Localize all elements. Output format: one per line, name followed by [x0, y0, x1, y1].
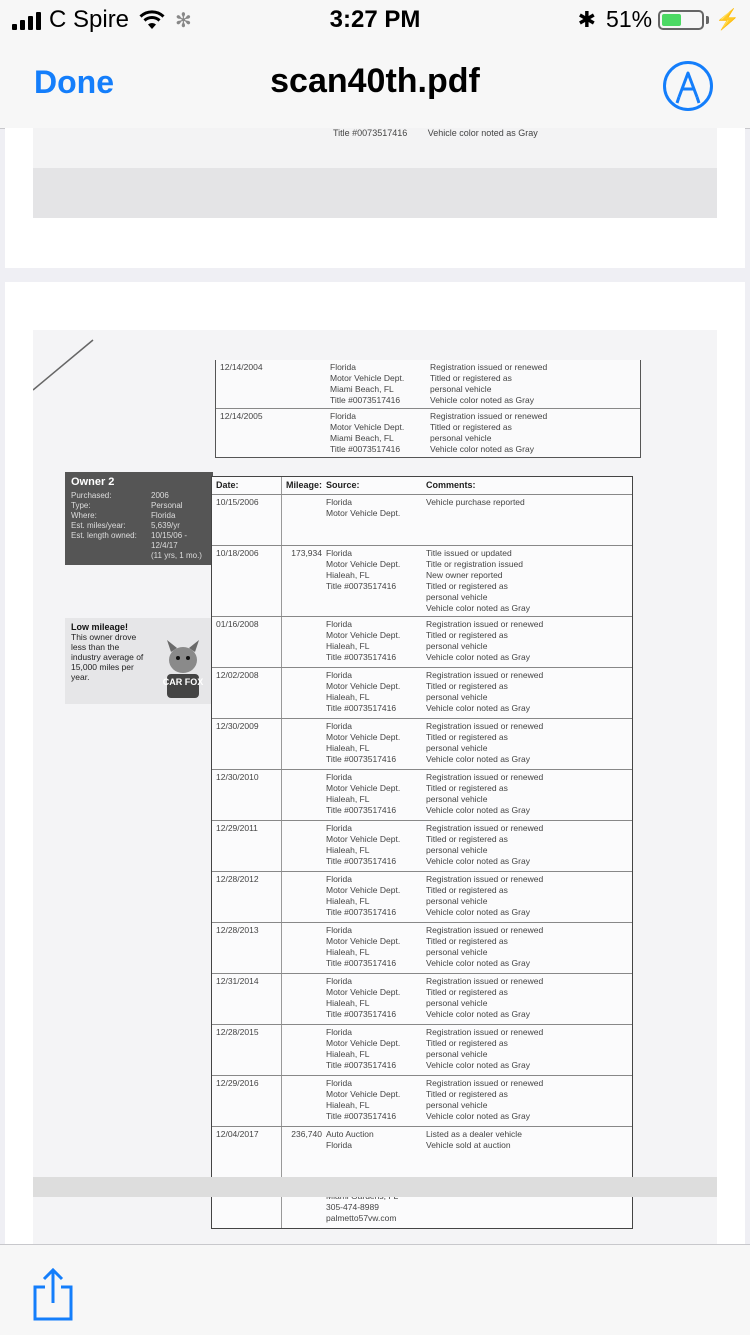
source-line: Florida [330, 411, 356, 421]
source-line: Florida [326, 874, 352, 884]
source-line: Florida [326, 925, 352, 935]
source-line: Florida [326, 1078, 352, 1088]
owner-field-value: Personal [151, 501, 183, 510]
source-line: Title #0073517416 [326, 1111, 397, 1121]
status-time: 3:27 PM [329, 6, 421, 33]
comment-line: Titled or registered as [426, 732, 508, 742]
source-line: Auto Auction [326, 1129, 374, 1139]
source-line: Hialeah, FL [326, 743, 370, 753]
entry-source [326, 770, 424, 820]
owner-field-row [71, 491, 209, 501]
comment-line: Registration issued or renewed [426, 619, 544, 629]
source-line: Florida [326, 1140, 352, 1150]
entry-date: 12/14/2004 [220, 362, 263, 372]
source-line: Title #0073517416 [326, 805, 397, 815]
markup-pen-icon[interactable] [662, 60, 714, 112]
table-row [212, 923, 632, 974]
owner-fields [71, 491, 209, 561]
entry-date: 12/29/2011 [212, 821, 282, 871]
owner-field-label [71, 551, 151, 561]
source-line: Motor Vehicle Dept. [326, 559, 401, 569]
source-line: Hialeah, FL [326, 1100, 370, 1110]
owner-field-row [71, 511, 209, 521]
low-mileage-title: Low mileage! [71, 622, 129, 632]
owner-history-table [211, 476, 633, 1229]
source-line: Title #0073517416 [330, 395, 401, 405]
source-line: Motor Vehicle Dept. [326, 1038, 401, 1048]
comment-line: Vehicle color noted as Gray [430, 395, 534, 405]
entry-comments [424, 1025, 632, 1075]
entry-comments [424, 1127, 632, 1177]
comment-line: personal vehicle [426, 592, 488, 602]
source-line: Title #0073517416 [326, 754, 397, 764]
car-fox-mascot-icon [157, 638, 209, 700]
table-row [212, 872, 632, 923]
navigation-bar [0, 40, 750, 129]
comment-line: Vehicle sold at auction [426, 1140, 511, 1150]
source-line: Title #0073517416 [326, 581, 397, 591]
source-line: Title #0073517416 [326, 856, 397, 866]
source-line: Florida [326, 772, 352, 782]
source-line: Title #0073517416 [326, 652, 397, 662]
comment-line: Listed as a dealer vehicle [426, 1129, 522, 1139]
entry-mileage [282, 923, 326, 973]
owner-field-value: 5,639/yr [151, 521, 180, 530]
header-mileage: Mileage: [285, 480, 322, 490]
source-line: Florida [326, 976, 352, 986]
low-mileage-text: This owner drove less than the industry average of 15,000 miles per year. [71, 632, 144, 682]
table-row [212, 770, 632, 821]
entry-comments [424, 668, 632, 718]
entry-mileage [282, 668, 326, 718]
entry-date: 12/31/2014 [212, 974, 282, 1024]
entry-comments [428, 360, 640, 408]
entry-date: 12/28/2012 [212, 872, 282, 922]
entry-mileage [282, 872, 326, 922]
previous-entry-row [216, 360, 640, 409]
entry-comments [424, 770, 632, 820]
comment-line: personal vehicle [430, 433, 492, 443]
owner-field-value: 10/15/06 - [151, 531, 188, 540]
source-line: Motor Vehicle Dept. [330, 422, 405, 432]
entry-mileage [282, 770, 326, 820]
source-line: Hialeah, FL [326, 845, 370, 855]
comment-line: Titled or registered as [426, 783, 508, 793]
source-line: Title #0073517416 [330, 444, 401, 454]
comment-line: Registration issued or renewed [426, 721, 544, 731]
comment-line: Vehicle color noted as Gray [426, 603, 530, 613]
entry-date: 12/04/2017 [212, 1127, 282, 1177]
comment-line: Registration issued or renewed [426, 670, 544, 680]
source-line: Motor Vehicle Dept. [326, 508, 401, 518]
comment-line: Titled or registered as [426, 1038, 508, 1048]
entry-comments [424, 821, 632, 871]
table-row [212, 546, 632, 617]
battery-cap [706, 16, 709, 24]
page1-partial-row [333, 128, 556, 138]
comment-line: personal vehicle [426, 692, 488, 702]
comment-line: personal vehicle [426, 743, 488, 753]
entry-date: 12/02/2008 [212, 668, 282, 718]
owner-field-row [71, 541, 209, 551]
owner-field-row [71, 551, 209, 561]
comment-line: Vehicle color noted as Gray [426, 754, 530, 764]
table-row [212, 719, 632, 770]
owner-field-label: Where: [71, 511, 97, 520]
comment-line: Title or registration issued [426, 559, 524, 569]
entry-source [326, 495, 424, 545]
entry-source [326, 719, 424, 769]
comment-line: personal vehicle [430, 384, 492, 394]
status-bar [0, 0, 750, 40]
source-line: Motor Vehicle Dept. [326, 630, 401, 640]
entry-mileage [282, 974, 326, 1024]
pdf-page-1[interactable] [5, 128, 745, 268]
entry-mileage [282, 495, 326, 545]
comment-line: personal vehicle [426, 845, 488, 855]
table-row [212, 974, 632, 1025]
entry-mileage [282, 617, 326, 667]
entry-source [326, 872, 424, 922]
page1-title-line: Title #0073517416 [333, 128, 408, 138]
owner-field-value: 12/4/17 [151, 541, 178, 550]
source-line: Florida [326, 548, 352, 558]
source-line: Florida [326, 497, 352, 507]
comment-line: Titled or registered as [426, 936, 508, 946]
entry-source [326, 617, 424, 667]
comment-line: Titled or registered as [426, 1089, 508, 1099]
page-fold-mark [33, 330, 153, 400]
comment-line: Titled or registered as [426, 581, 508, 591]
source-line: Florida [326, 619, 352, 629]
entry-source [326, 974, 424, 1024]
entry-mileage [282, 1076, 326, 1126]
scan-bottom-edge [33, 1177, 717, 1197]
comment-line: personal vehicle [426, 1049, 488, 1059]
source-line: Motor Vehicle Dept. [326, 681, 401, 691]
owner-field-row [71, 531, 209, 541]
entry-source [330, 409, 428, 457]
header-source: Source: [326, 480, 360, 490]
table-row [212, 821, 632, 872]
comment-line: Titled or registered as [426, 630, 508, 640]
entry-date: 12/30/2009 [212, 719, 282, 769]
entry-mileage [282, 1025, 326, 1075]
comment-line: Vehicle color noted as Gray [430, 444, 534, 454]
comment-line: Titled or registered as [426, 834, 508, 844]
previous-entries-box [215, 360, 641, 458]
activity-spinner-icon: ✻ [175, 9, 192, 32]
comment-line: Titled or registered as [426, 987, 508, 997]
entry-comments [424, 1076, 632, 1126]
low-mileage-callout [65, 618, 213, 704]
source-line: Motor Vehicle Dept. [326, 1089, 401, 1099]
entry-date: 10/15/2006 [212, 495, 282, 545]
comment-line: Vehicle color noted as Gray [426, 958, 530, 968]
comment-line: Vehicle purchase reported [426, 497, 525, 507]
comment-line: Vehicle color noted as Gray [426, 907, 530, 917]
owner-field-value: (11 yrs, 1 mo.) [151, 551, 202, 560]
entry-source [326, 668, 424, 718]
source-line: Title #0073517416 [326, 1009, 397, 1019]
comment-line: Vehicle color noted as Gray [426, 703, 530, 713]
source-line: Hialeah, FL [326, 896, 370, 906]
source-line: Motor Vehicle Dept. [326, 783, 401, 793]
comment-line: personal vehicle [426, 794, 488, 804]
owner-field-label: Purchased: [71, 491, 112, 500]
comment-line: Registration issued or renewed [426, 1078, 544, 1088]
table-row [212, 495, 632, 546]
source-line: Hialeah, FL [326, 692, 370, 702]
owner-field-row [71, 501, 209, 511]
table-row [212, 617, 632, 668]
comment-line: Registration issued or renewed [430, 411, 548, 421]
battery-percentage: 51% [606, 6, 653, 32]
table-header-row [212, 477, 632, 495]
source-line: 305-474-8989 [326, 1202, 379, 1212]
entry-mileage [282, 719, 326, 769]
source-line: Motor Vehicle Dept. [326, 936, 401, 946]
pdf-page-2[interactable] [5, 282, 745, 1262]
owner-field-row [71, 521, 209, 531]
comment-line: Registration issued or renewed [426, 1027, 544, 1037]
owner-summary-panel [65, 472, 213, 565]
source-line: Florida [330, 362, 356, 372]
entry-source [326, 1025, 424, 1075]
entry-comments [428, 409, 640, 457]
comment-line: personal vehicle [426, 1100, 488, 1110]
entry-mileage: 236,740 [291, 1129, 322, 1139]
entry-comments [424, 872, 632, 922]
comment-line: Registration issued or renewed [426, 976, 544, 986]
owner-field-label: Type: [71, 501, 91, 510]
document-title: scan40th.pdf [270, 62, 480, 100]
page1-comment-line: Vehicle color noted as Gray [427, 128, 538, 138]
entry-source [326, 546, 424, 616]
entry-source [326, 923, 424, 973]
source-line: Title #0073517416 [326, 958, 397, 968]
previous-entry-row [216, 409, 640, 457]
comment-line: Titled or registered as [426, 885, 508, 895]
owner-field-value: 2006 [151, 491, 169, 500]
entry-comments [424, 923, 632, 973]
comment-line: Titled or registered as [430, 373, 512, 383]
comment-line: personal vehicle [426, 641, 488, 651]
source-line: palmetto57vw.com [326, 1213, 397, 1223]
source-line: Motor Vehicle Dept. [326, 834, 401, 844]
entry-comments [424, 495, 632, 545]
source-line: Motor Vehicle Dept. [326, 885, 401, 895]
entry-date: 12/28/2015 [212, 1025, 282, 1075]
entry-mileage [282, 821, 326, 871]
entry-mileage: 173,934 [291, 548, 322, 558]
scanned-document [33, 330, 717, 1262]
comment-line: New owner reported [426, 570, 503, 580]
comment-line: Vehicle color noted as Gray [426, 652, 530, 662]
entry-comments [424, 617, 632, 667]
done-button[interactable]: Done [34, 64, 114, 100]
comment-line: Titled or registered as [426, 681, 508, 691]
entry-comments [424, 974, 632, 1024]
comment-line: personal vehicle [426, 998, 488, 1008]
entry-source [326, 1076, 424, 1126]
source-line: Miami Beach, FL [330, 433, 394, 443]
source-line: Title #0073517416 [326, 703, 397, 713]
charging-bolt-icon: ⚡ [715, 9, 740, 31]
comment-line: Title issued or updated [426, 548, 512, 558]
comment-line: Titled or registered as [430, 422, 512, 432]
entry-date: 12/29/2016 [212, 1076, 282, 1126]
entry-date: 12/14/2005 [220, 411, 263, 421]
comment-line: Vehicle color noted as Gray [426, 1060, 530, 1070]
header-comments: Comments: [426, 480, 476, 490]
bluetooth-icon: ✱ [577, 6, 597, 32]
source-line: Hialeah, FL [326, 1049, 370, 1059]
source-line: Title #0073517416 [326, 907, 397, 917]
battery-fill [662, 14, 681, 26]
carrier-name: C Spire [49, 6, 130, 33]
source-line: Miami Beach, FL [330, 384, 394, 394]
entry-date: 10/18/2006 [212, 546, 282, 616]
source-line: Hialeah, FL [326, 947, 370, 957]
entry-date: 12/30/2010 [212, 770, 282, 820]
entry-source [326, 1127, 424, 1177]
comment-line: Vehicle color noted as Gray [426, 805, 530, 815]
bottom-toolbar [0, 1244, 750, 1335]
mascot-label: CAR FOX [162, 677, 204, 687]
comment-line: Registration issued or renewed [426, 874, 544, 884]
source-line: Motor Vehicle Dept. [330, 373, 405, 383]
source-line: Motor Vehicle Dept. [326, 732, 401, 742]
comment-line: Vehicle color noted as Gray [426, 1111, 530, 1121]
scan-shadow [33, 168, 717, 218]
entry-source [326, 821, 424, 871]
share-icon[interactable] [30, 1267, 76, 1321]
owner-field-value: Florida [151, 511, 176, 520]
source-line: Florida [326, 670, 352, 680]
comment-line: Registration issued or renewed [426, 772, 544, 782]
entry-date: 12/28/2013 [212, 923, 282, 973]
source-line: Title #0073517416 [326, 1060, 397, 1070]
entry-source [330, 360, 428, 408]
entry-comments [424, 719, 632, 769]
source-line: Florida [326, 721, 352, 731]
source-line: Hialeah, FL [326, 570, 370, 580]
table-row [212, 1025, 632, 1076]
owner-field-label: Est. miles/year: [71, 521, 126, 530]
owner-field-label: Est. length owned: [71, 531, 137, 540]
comment-line: Registration issued or renewed [426, 823, 544, 833]
owner-title: Owner 2 [71, 476, 115, 488]
comment-line: personal vehicle [426, 896, 488, 906]
source-line: Hialeah, FL [326, 998, 370, 1008]
entry-date: 01/16/2008 [212, 617, 282, 667]
comment-line: Registration issued or renewed [430, 362, 548, 372]
table-row [212, 1076, 632, 1127]
owner-field-label [71, 541, 151, 551]
comment-line: personal vehicle [426, 947, 488, 957]
source-line: Motor Vehicle Dept. [326, 987, 401, 997]
comment-line: Vehicle color noted as Gray [426, 856, 530, 866]
comment-line: Vehicle color noted as Gray [426, 1009, 530, 1019]
battery-icon [658, 10, 704, 30]
source-line: Florida [326, 1027, 352, 1037]
table-row [212, 1127, 632, 1178]
source-line: Hialeah, FL [326, 641, 370, 651]
source-line: Florida [326, 823, 352, 833]
comment-line: Registration issued or renewed [426, 925, 544, 935]
table-row [212, 668, 632, 719]
entry-comments [424, 546, 632, 616]
header-date: Date: [212, 477, 282, 494]
source-line: Hialeah, FL [326, 794, 370, 804]
